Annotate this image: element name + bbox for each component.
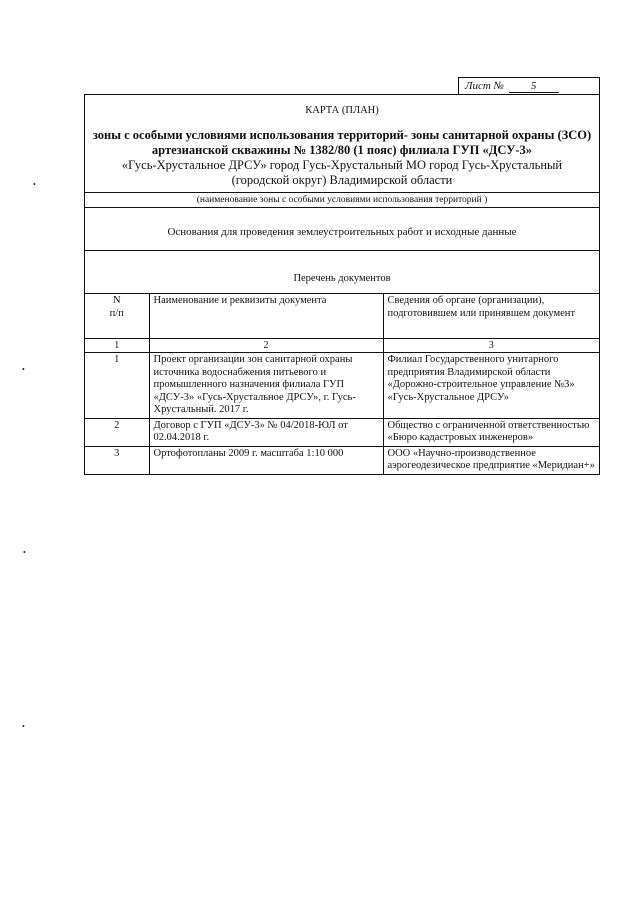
zone-line-3: «Гусь-Хрустальное ДРСУ» город Гусь-Хрустальный МО город Гусь-Хрустальный: [121, 158, 563, 172]
zone-line-1: зоны с особыми условиями использования территорий- зоны санитарной охраны (ЗСО): [92, 128, 592, 142]
table-row: [85, 418, 599, 446]
column-number: 1: [85, 339, 149, 353]
sheet-number: 5: [509, 80, 559, 93]
zone-description: [89, 128, 595, 188]
header-num-line2: п/п: [109, 307, 124, 319]
row-number: 2: [85, 418, 149, 446]
title-block: [85, 95, 599, 193]
zone-note: (наименование зоны с особыми условиями использования территорий ): [85, 193, 599, 208]
table-header-row: [85, 294, 599, 339]
header-org: Сведения об органе (организации), подготовившем или принявшем документ: [383, 294, 599, 339]
row-number: 3: [85, 446, 149, 474]
column-number: 2: [149, 339, 383, 353]
document-frame: [84, 94, 600, 475]
documents-list-title: Перечень документов: [85, 265, 599, 294]
row-document-name: Договор с ГУП «ДСУ-3» № 04/2018-ЮЛ от 02.04.2018 г.: [149, 418, 383, 446]
scan-speck: •: [23, 548, 26, 557]
documents-table: [85, 294, 599, 474]
map-title: КАРТА (ПЛАН): [305, 105, 379, 116]
header-num: [85, 294, 149, 339]
scan-speck: •: [22, 365, 25, 374]
table-row: [85, 353, 599, 419]
scan-speck: •: [33, 180, 36, 189]
header-name: Наименование и реквизиты документа: [149, 294, 383, 339]
table-row: [85, 446, 599, 474]
row-organization: ООО «Научно-производственное аэрогеодезическое предприятие «Меридиан+»: [387, 447, 595, 471]
row-document-name: Ортофотопланы 2009 г. масштаба 1:10 000: [149, 446, 383, 474]
row-number: 1: [85, 353, 149, 419]
zone-line-4: (городской округ) Владимирской области: [231, 173, 453, 187]
column-number: 3: [383, 339, 599, 353]
header-num-line1: N: [112, 295, 121, 306]
row-document-name: Проект организации зон санитарной охраны источника водоснабжения питьевого и промышленного назначения филиала ГУП «ДСУ-3» «Гусь-Хрустальное ДРСУ», г. Гусь-Хрустальный. 2017 г.: [149, 353, 383, 419]
column-number-row: [85, 339, 599, 353]
sheet-label: Лист №: [465, 80, 504, 92]
row-organization: Филиал Государственного унитарного предприятия Владимирской области «Дорожно-строительное управление №3» «Гусь-Хрустальное ДРСУ»: [383, 353, 599, 419]
sheet-number-box: [458, 77, 600, 94]
basis-heading: Основания для проведения землеустроительных работ и исходные данные: [85, 216, 599, 251]
scan-speck: •: [22, 722, 25, 731]
row-organization: Общество с ограниченной ответственностью «Бюро кадастровых инженеров»: [383, 418, 599, 446]
zone-line-2: артезианской скважины № 1382/80 (1 пояс) филиала ГУП «ДСУ-3»: [151, 143, 533, 157]
